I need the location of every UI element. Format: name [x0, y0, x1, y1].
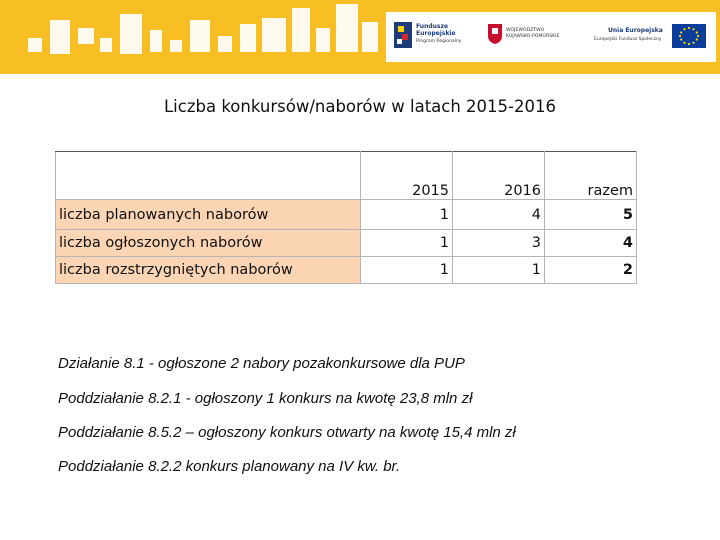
cell-value: 1 [361, 200, 453, 230]
decorative-square [100, 38, 112, 52]
fundusze-europejskie-logo [394, 22, 412, 48]
decorative-square [292, 8, 310, 52]
decorative-square [120, 14, 142, 54]
decorative-square [50, 20, 70, 54]
column-header: 2015 [361, 152, 453, 200]
note-item: Poddziałanie 8.2.1 - ogłoszony 1 konkurs na kwotę 23,8 mln zł [58, 390, 473, 407]
page-title: Liczba konkursów/naborów w latach 2015-2016 [163, 97, 556, 116]
eu-line1: Unia Europejska [608, 27, 663, 34]
region-crest-icon [488, 24, 502, 44]
decorative-square [150, 30, 162, 52]
logo-panel [386, 12, 716, 62]
header-bar [0, 0, 720, 74]
row-label: liczba rozstrzygniętych naborów [56, 257, 361, 284]
cell-total: 2 [545, 257, 637, 284]
note-item: Poddziałanie 8.5.2 – ogłoszony konkurs otwarty na kwotę 15,4 mln zł [58, 424, 516, 441]
decorative-square [28, 38, 42, 52]
decorative-square [262, 18, 286, 52]
row-label: liczba ogłoszonych naborów [56, 230, 361, 257]
fundusze-line2: Europejskie [416, 30, 456, 37]
note-item: Działanie 8.1 - ogłoszone 2 nabory pozakonkursowe dla PUP [58, 355, 465, 372]
row-label: liczba planowanych naborów [56, 200, 361, 230]
summary-table [55, 151, 637, 284]
fundusze-line1: Fundusze [416, 23, 449, 30]
decorative-square [336, 4, 358, 52]
cell-value: 3 [453, 230, 545, 257]
column-header: razem [545, 152, 637, 200]
cell-value: 1 [361, 257, 453, 284]
region-line1: WOJEWÓDZTWO [506, 28, 545, 33]
header-empty-cell [56, 152, 361, 200]
decorative-square [240, 24, 256, 52]
fundusze-line3: Program Regionalny [416, 39, 462, 44]
table-row [56, 257, 637, 284]
note-item: Poddziałanie 8.2.2 konkurs planowany na IV kw. br. [58, 458, 401, 475]
table-row [56, 230, 637, 257]
table-row [56, 200, 637, 230]
decorative-square [78, 28, 94, 44]
eu-line2: Europejski Fundusz Społeczny [594, 37, 662, 42]
eu-flag-icon [672, 24, 706, 48]
table-header-row [56, 152, 637, 200]
cell-value: 1 [453, 257, 545, 284]
column-header: 2016 [453, 152, 545, 200]
decorative-square [316, 28, 330, 52]
cell-value: 4 [453, 200, 545, 230]
decorative-square [218, 36, 232, 52]
cell-total: 4 [545, 230, 637, 257]
region-line2: KUJAWSKO-POMORSKIE [506, 34, 560, 39]
decorative-square [170, 40, 182, 52]
cell-total: 5 [545, 200, 637, 230]
decorative-square [362, 22, 378, 52]
cell-value: 1 [361, 230, 453, 257]
decorative-square [190, 20, 210, 52]
